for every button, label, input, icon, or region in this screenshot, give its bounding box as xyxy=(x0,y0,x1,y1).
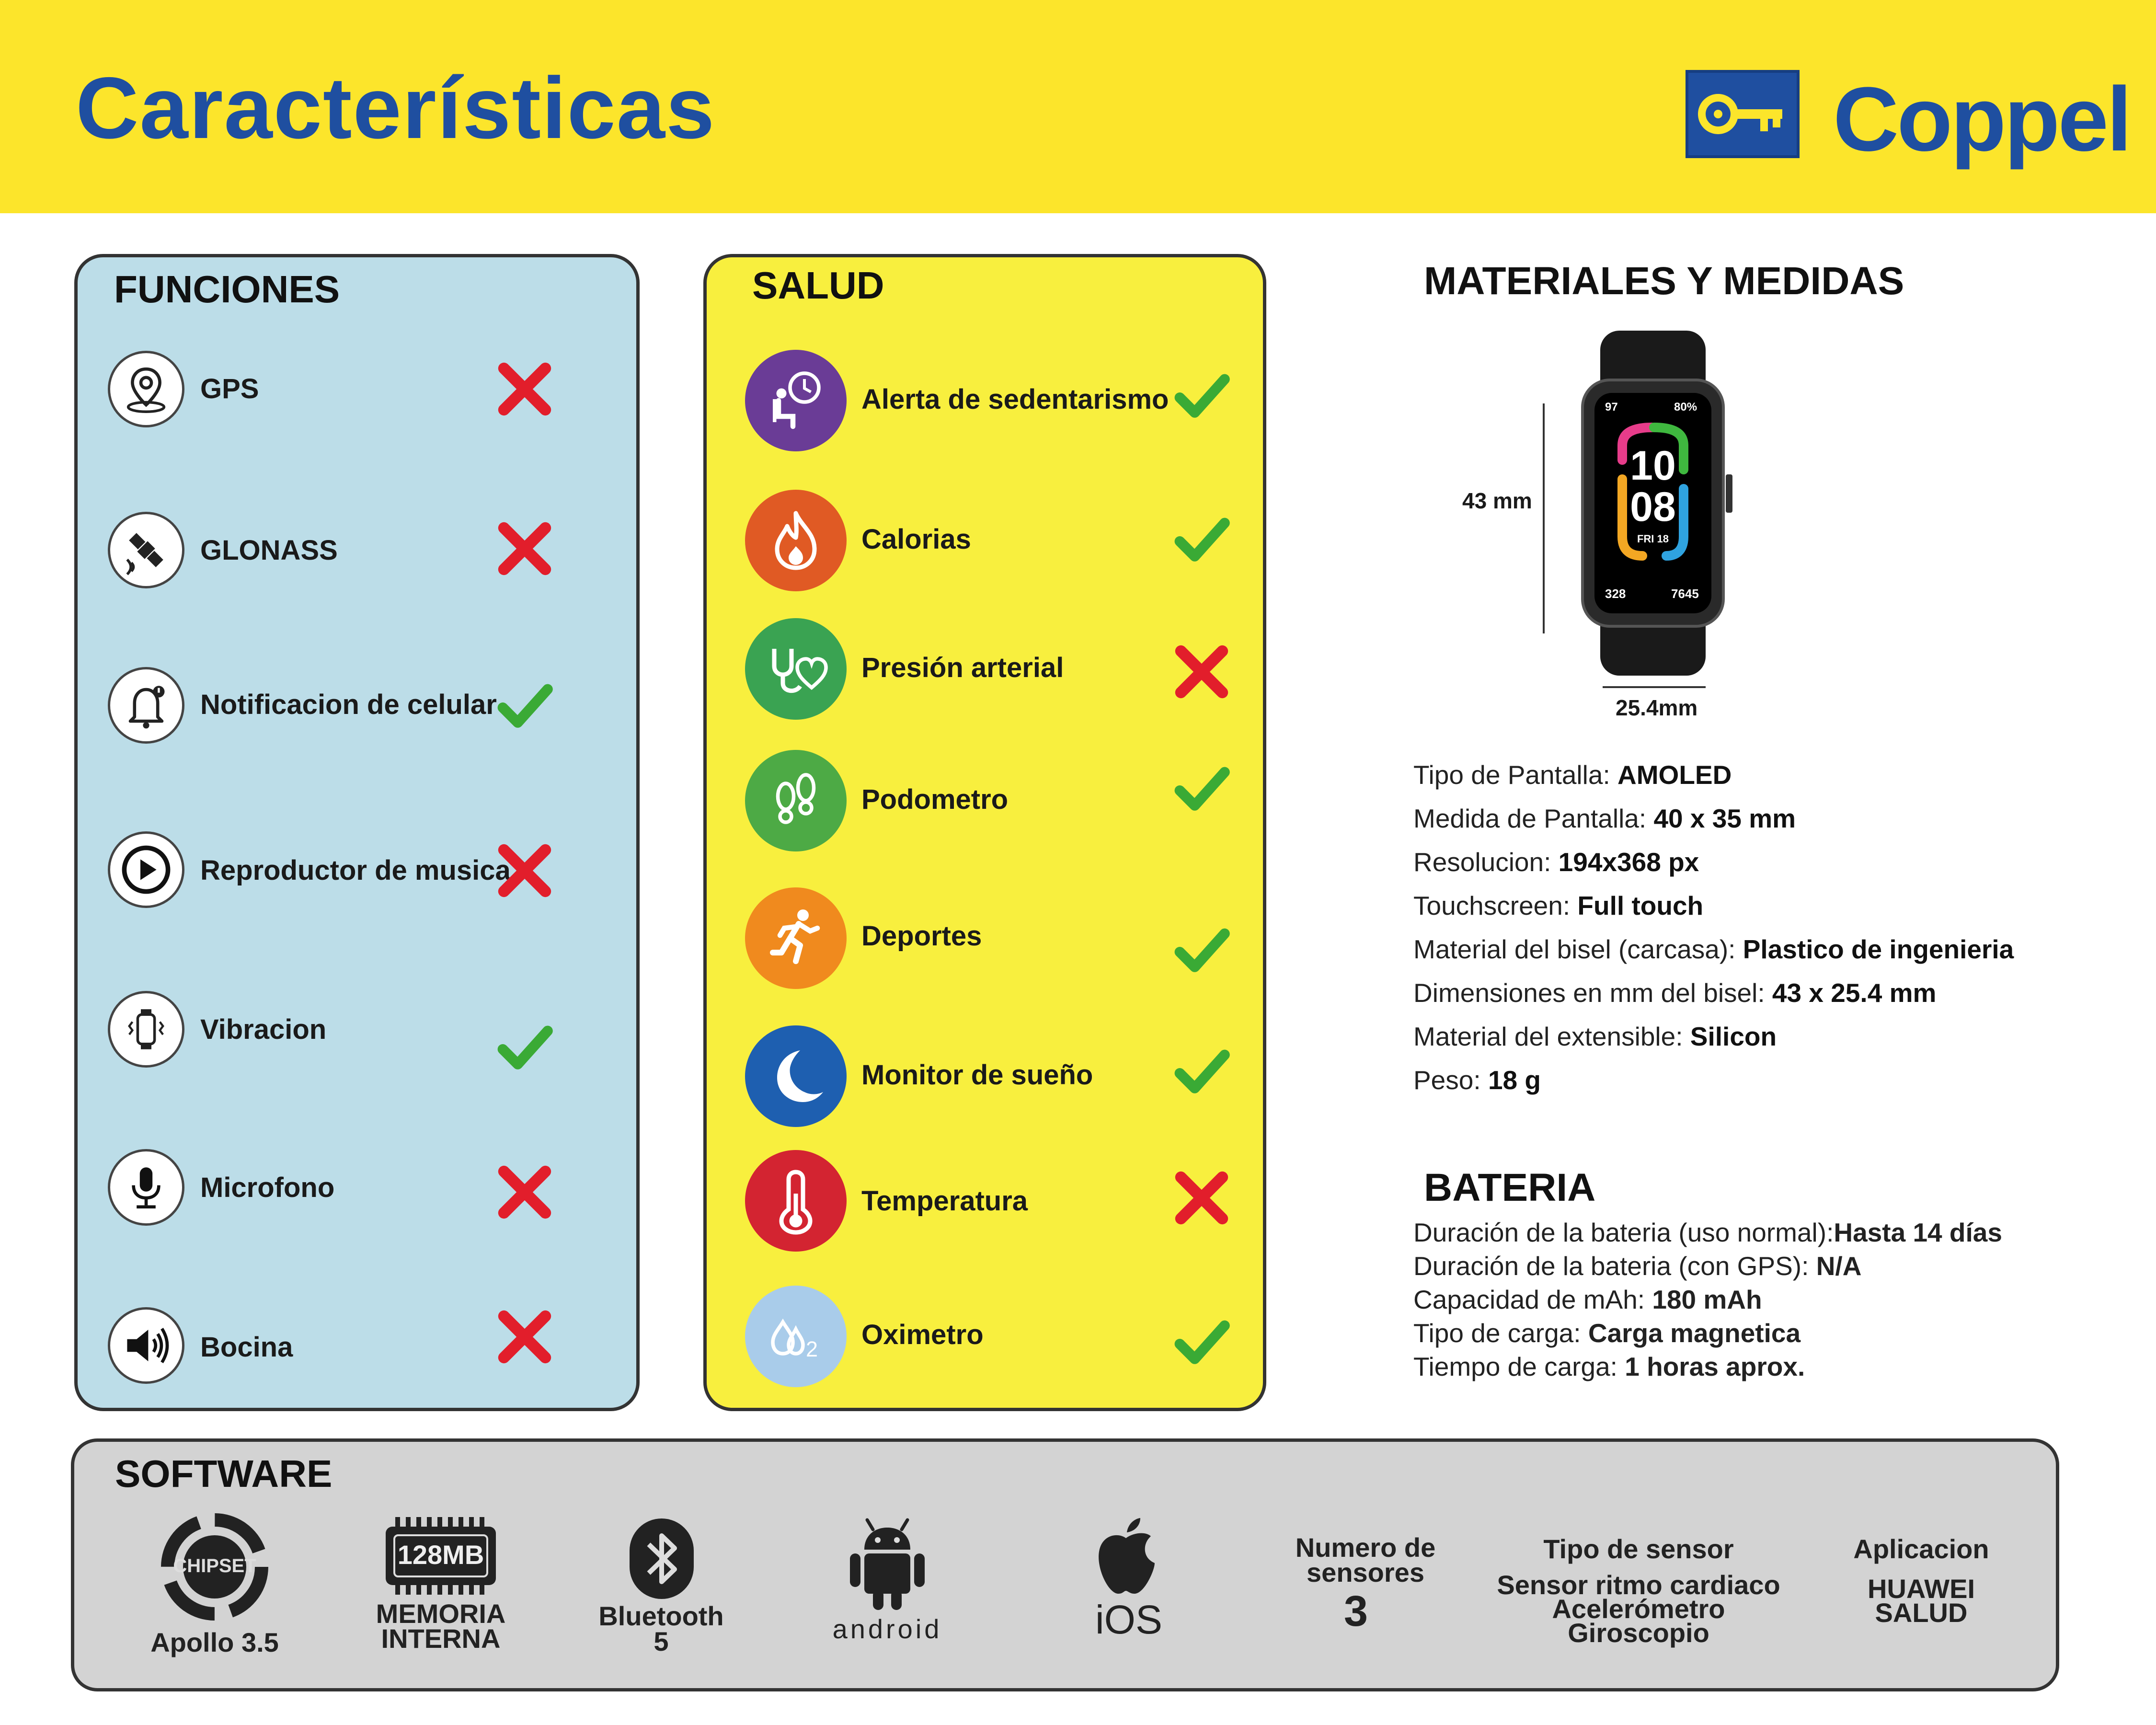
bluetooth-icon xyxy=(628,1517,696,1603)
sensor-type-item: Sensor ritmo cardiaco xyxy=(1497,1570,1780,1600)
sensor-type-title: Tipo de sensor xyxy=(1543,1534,1734,1564)
bluetooth-label-line1: Bluetooth xyxy=(598,1601,724,1631)
app-name-line1: HUAWEI xyxy=(1868,1574,1975,1604)
memory-label-line1: MEMORIA xyxy=(376,1598,506,1629)
funcion-label-notificacion: Notificacion de celular xyxy=(200,689,497,720)
android-label: android xyxy=(832,1614,942,1644)
spec-value: 43 x 25.4 mm xyxy=(1772,978,1937,1008)
batt-tipo-carga xyxy=(1413,1318,1800,1348)
spec-value: Plastico de ingenieria xyxy=(1743,934,2014,964)
check-icon xyxy=(1173,921,1230,978)
salud-label-temperatura: Temperatura xyxy=(861,1185,1028,1217)
ios-label: iOS xyxy=(1095,1597,1163,1642)
cross-icon xyxy=(496,1163,553,1221)
cross-icon xyxy=(496,842,553,899)
salud-label-presion: Presión arterial xyxy=(861,652,1064,683)
spec-touchscreen xyxy=(1413,890,1703,921)
check-icon xyxy=(1173,759,1230,817)
page-title: Características xyxy=(76,59,716,157)
watch-minute: 08 xyxy=(1630,484,1676,530)
cross-icon xyxy=(496,1308,553,1366)
batt-uso-normal xyxy=(1413,1217,2002,1248)
batt-label: Duración de la bateria (con GPS): xyxy=(1413,1251,1816,1281)
spec-tipo-pantalla xyxy=(1413,759,1732,790)
salud-label-podometro: Podometro xyxy=(861,784,1009,815)
sedentary-alert-icon xyxy=(745,350,847,451)
brand-name: Coppel xyxy=(1833,69,2130,170)
thermometer-icon xyxy=(745,1150,847,1252)
satellite-icon xyxy=(108,512,184,588)
spec-value: AMOLED xyxy=(1617,760,1732,790)
memory-badge-text: 128MB xyxy=(397,1540,484,1570)
funcion-label-vibracion: Vibracion xyxy=(200,1014,327,1045)
salud-label-oximetro: Oximetro xyxy=(861,1319,984,1350)
cross-icon xyxy=(1173,643,1230,701)
batt-capacidad xyxy=(1413,1284,1762,1315)
spec-label: Dimensiones en mm del bisel: xyxy=(1413,978,1772,1008)
funciones-title: FUNCIONES xyxy=(114,268,340,310)
watch-side-button xyxy=(1726,474,1732,513)
spec-value: 194x368 px xyxy=(1558,847,1699,877)
memory-label-line2: INTERNA xyxy=(381,1623,501,1654)
salud-label-sueno: Monitor de sueño xyxy=(861,1059,1093,1091)
spec-label: Tipo de Pantalla: xyxy=(1413,760,1618,790)
svg-text:2: 2 xyxy=(806,1337,818,1361)
width-label: 25.4mm xyxy=(1616,695,1698,720)
watch-heart-value: 97 xyxy=(1605,401,1618,414)
cross-icon xyxy=(496,360,553,418)
funcion-label-bocina: Bocina xyxy=(200,1332,293,1363)
app-name-line2: SALUD xyxy=(1875,1598,1968,1628)
chipset-badge-text: CHIPSET xyxy=(173,1555,256,1576)
watch-left-stat: 328 xyxy=(1605,586,1626,601)
spec-label: Touchscreen: xyxy=(1413,891,1578,920)
running-person-icon xyxy=(745,887,847,989)
spec-label: Material del bisel (carcasa): xyxy=(1413,934,1743,964)
funcion-label-glonass: GLONASS xyxy=(200,535,338,566)
software-panel xyxy=(71,1438,2059,1691)
funcion-label-reproductor: Reproductor de musica xyxy=(200,855,511,886)
salud-label-deportes: Deportes xyxy=(861,920,982,952)
software-title: SOFTWARE xyxy=(115,1452,333,1495)
sensor-type-item: Giroscopio xyxy=(1568,1618,1709,1648)
batt-value: 180 mAh xyxy=(1652,1285,1762,1314)
coppel-key-logo xyxy=(1686,70,1800,158)
check-icon xyxy=(1173,1313,1230,1370)
batt-label: Capacidad de mAh: xyxy=(1413,1285,1652,1314)
height-label: 43 mm xyxy=(1462,488,1532,513)
watch-screen xyxy=(1594,393,1711,613)
key-icon xyxy=(1688,73,1797,155)
spec-value: Full touch xyxy=(1577,891,1704,920)
watch-right-stat: 7645 xyxy=(1671,586,1699,601)
chipset-icon xyxy=(157,1509,272,1624)
batt-value: Hasta 14 días xyxy=(1834,1218,2002,1247)
check-icon xyxy=(496,677,553,734)
spec-medida-pantalla xyxy=(1413,803,1796,834)
batt-value: N/A xyxy=(1816,1251,1862,1281)
spec-value: Silicon xyxy=(1690,1022,1777,1051)
spec-label: Resolucion: xyxy=(1413,847,1559,877)
microphone-icon xyxy=(108,1149,184,1226)
location-pin-icon xyxy=(108,351,184,427)
batt-con-gps xyxy=(1413,1251,1861,1281)
salud-label-calorias: Calorias xyxy=(861,524,971,555)
check-icon xyxy=(1173,510,1230,568)
app-title: Aplicacion xyxy=(1853,1534,1989,1564)
watch-battery-value: 80% xyxy=(1674,401,1697,414)
bell-icon xyxy=(108,667,184,744)
funciones-panel xyxy=(74,254,640,1411)
oxygen-drops-icon xyxy=(745,1286,847,1387)
sensor-type-item: Acelerómetro xyxy=(1552,1594,1725,1624)
batt-label: Duración de la bateria (uso normal): xyxy=(1413,1218,1834,1247)
footprints-icon xyxy=(745,750,847,851)
sensors-count: 3 xyxy=(1343,1587,1368,1635)
check-icon xyxy=(496,1018,553,1076)
spec-dimensiones-bisel xyxy=(1413,978,1936,1008)
play-icon xyxy=(108,831,184,908)
spec-label: Medida de Pantalla: xyxy=(1413,804,1654,833)
speaker-icon xyxy=(108,1307,184,1384)
batt-value: Carga magnetica xyxy=(1588,1318,1801,1348)
stethoscope-heart-icon xyxy=(745,618,847,720)
check-icon xyxy=(1173,367,1230,424)
memory-chip-icon xyxy=(381,1515,501,1597)
spec-peso xyxy=(1413,1065,1541,1095)
materiales-title: MATERIALES Y MEDIDAS xyxy=(1424,259,1904,303)
bateria-title: BATERIA xyxy=(1424,1166,1596,1209)
spec-resolucion xyxy=(1413,847,1699,877)
batt-tiempo-carga xyxy=(1413,1351,1805,1382)
spec-material-bisel xyxy=(1413,934,2014,965)
height-dimension-line xyxy=(1543,403,1545,633)
batt-label: Tiempo de carga: xyxy=(1413,1352,1625,1381)
funcion-label-microfono: Microfono xyxy=(200,1172,335,1203)
spec-label: Peso: xyxy=(1413,1065,1488,1095)
watch-date: FRI 18 xyxy=(1637,533,1669,545)
flame-icon xyxy=(745,490,847,591)
apple-icon xyxy=(1088,1513,1164,1602)
smartwatch-image xyxy=(1581,331,1734,676)
spec-value: 18 g xyxy=(1488,1065,1541,1095)
batt-value: 1 horas aprox. xyxy=(1625,1352,1805,1381)
cross-icon xyxy=(496,520,553,577)
spec-material-extensible xyxy=(1413,1021,1777,1052)
salud-title: SALUD xyxy=(752,264,884,307)
sensors-title-line2: sensores xyxy=(1307,1557,1424,1587)
width-dimension-line xyxy=(1603,686,1706,688)
chipset-label: Apollo 3.5 xyxy=(150,1627,279,1657)
watch-hour: 10 xyxy=(1630,443,1676,489)
bluetooth-label-line2: 5 xyxy=(654,1626,669,1656)
spec-label: Material del extensible: xyxy=(1413,1022,1690,1051)
funcion-label-gps: GPS xyxy=(200,373,259,404)
spec-value: 40 x 35 mm xyxy=(1653,804,1796,833)
check-icon xyxy=(1173,1042,1230,1100)
sensors-title-line1: Numero de xyxy=(1295,1532,1436,1563)
cross-icon xyxy=(1173,1169,1230,1227)
vibrating-watch-icon xyxy=(108,991,184,1068)
android-robot-icon xyxy=(839,1513,935,1616)
moon-icon xyxy=(745,1025,847,1127)
batt-label: Tipo de carga: xyxy=(1413,1318,1588,1348)
salud-label-sedentarismo: Alerta de sedentarismo xyxy=(861,384,1169,415)
